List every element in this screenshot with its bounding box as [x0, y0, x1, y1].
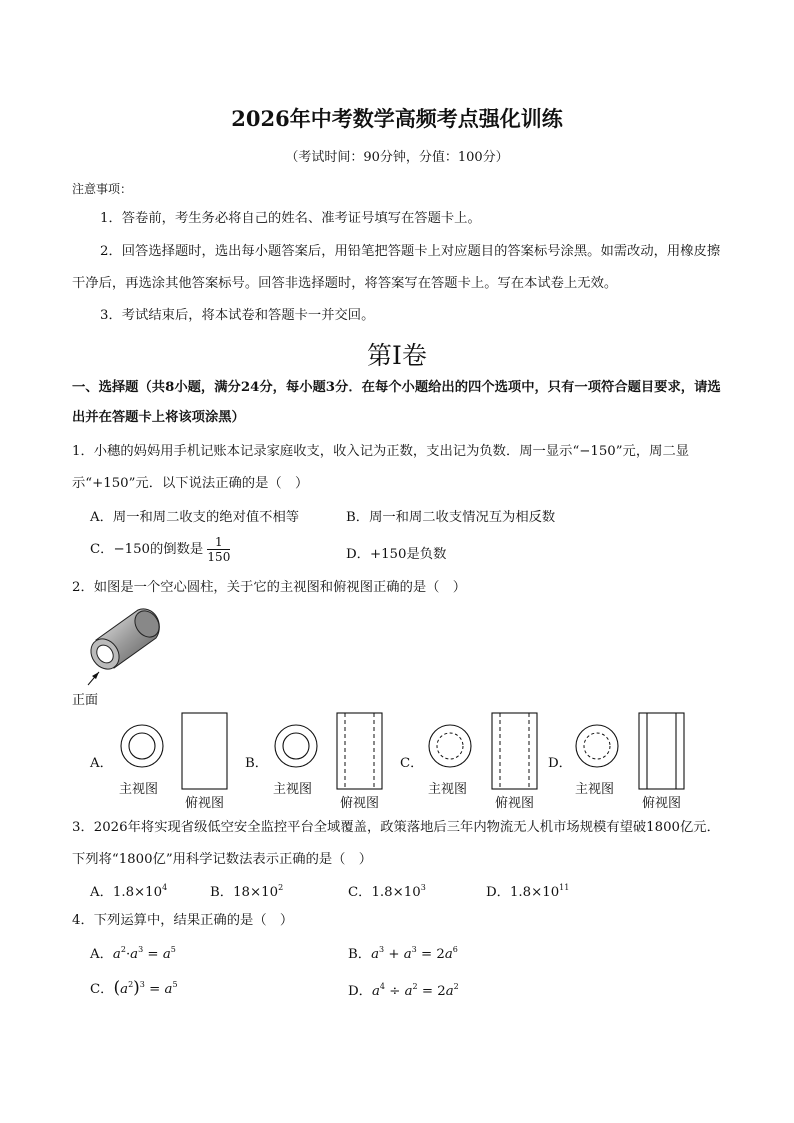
question-2-option-d-letter: D． — [548, 756, 572, 771]
option-d-top-view — [637, 712, 687, 792]
option-c-letter: C． — [90, 982, 114, 997]
question-1-stem: 1．小穗的妈妈用手机记账本记录家庭收支，收入记为正数，支出记为负数．周一显示“−150”元，周二显示“+150”元．以下说法正确的是（ ） — [72, 444, 690, 491]
section-title: 第Ⅰ卷 — [367, 341, 427, 370]
question-1-option-b: B．周一和周二收支情况互为相反数 — [346, 510, 556, 525]
question-2-option-a-letter: A． — [90, 756, 113, 771]
option-c-base: C．1.8×10 — [348, 885, 421, 900]
option-c-text: C．−150的倒数是 — [90, 542, 204, 557]
option-b-top-view-label: 俯视图 — [340, 796, 380, 811]
option-c-main-view — [426, 722, 474, 770]
question-1-option-c — [90, 535, 230, 564]
option-a-main-view — [118, 722, 166, 770]
front-label: 正面 — [72, 693, 99, 708]
option-b-main-view-label: 主视图 — [273, 782, 313, 797]
option-b-base: B．18×10 — [210, 885, 279, 900]
option-d-main-view — [573, 722, 621, 770]
option-a-exponent: 4 — [162, 883, 168, 892]
option-d-top-view-label: 俯视图 — [642, 796, 682, 811]
option-c-exponent: 3 — [420, 883, 426, 892]
option-a-base: A．1.8×10 — [90, 885, 163, 900]
question-4-option-b: B．$a^3 + a^3 = 2a^6$ — [348, 945, 458, 962]
question-2-stem: 2．如图是一个空心圆柱，关于它的主视图和俯视图正确的是（ ） — [72, 580, 467, 595]
page-title: 2026年中考数学高频考点强化训练 — [231, 106, 563, 131]
fraction-denominator: 150 — [207, 550, 231, 564]
option-a-letter: A． — [90, 947, 113, 962]
fraction-numerator: 1 — [207, 535, 230, 550]
option-c-top-view — [490, 712, 540, 792]
question-3-option-c — [348, 881, 426, 900]
question-1-option-d: D．+150是负数 — [346, 547, 447, 562]
option-b-letter: B． — [348, 947, 372, 962]
question-4-stem: 4．下列运算中，结果正确的是（ ） — [72, 913, 294, 928]
option-c-top-view-label: 俯视图 — [495, 796, 535, 811]
option-a-top-view-label: 俯视图 — [185, 796, 225, 811]
option-d-letter: D． — [348, 984, 372, 999]
question-3-option-b — [210, 881, 283, 900]
question-3-option-d — [486, 881, 569, 900]
option-c-main-view-label: 主视图 — [428, 782, 468, 797]
question-2-option-b-letter: B． — [245, 756, 269, 771]
option-d-base: D．1.8×10 — [486, 885, 560, 900]
option-b-main-view — [272, 722, 320, 770]
section-instruction: 一、选择题（共8小题，满分24分，每小题3分．在每个小题给出的四个选项中，只有一项符合题目要求，请选出并在答题卡上将该项涂黑） — [72, 380, 721, 425]
fraction — [207, 535, 230, 564]
option-d-exponent: 11 — [559, 883, 570, 892]
option-b-top-view — [335, 712, 385, 792]
option-d-main-view-label: 主视图 — [575, 782, 615, 797]
option-a-main-view-label: 主视图 — [119, 782, 159, 797]
option-b-exponent: 2 — [278, 883, 284, 892]
notice-item-2: 2．回答选择题时，选出每小题答案后，用铅笔把答题卡上对应题目的答案标号涂黑。如需改动，用橡皮擦干净后，再选涂其他答案标号。回答非选择题时，将答案写在答题卡上。写在本试卷上无效。 — [72, 244, 721, 291]
question-4-option-c: C．$(a^2)^3 = a^5$ — [90, 978, 178, 998]
question-2-option-c-letter: C． — [400, 756, 424, 771]
notice-heading: 注意事项： — [72, 182, 133, 196]
question-1-option-a: A．周一和周二收支的绝对值不相等 — [90, 510, 300, 525]
question-3-stem: 3．2026年将实现省级低空安全监控平台全域覆盖，政策落地后三年内物流无人机市场规模有望破1800亿元．下列将“1800亿”用科学记数法表示正确的是（ ） — [72, 820, 720, 867]
question-3-option-a — [90, 881, 167, 900]
option-a-top-view — [180, 712, 230, 792]
question-4-option-d: D．$a^4 \div a^2 = 2a^2$ — [348, 982, 459, 999]
notice-item-1: 1．答卷前，考生务必将自己的姓名、准考证号填写在答题卡上。 — [100, 211, 481, 226]
exam-info: （考试时间：90分钟，分值：100分） — [285, 150, 509, 165]
notice-item-3: 3．考试结束后，将本试卷和答题卡一并交回。 — [100, 308, 375, 323]
question-4-option-a: A．$a^2\cdot a^3 = a^5$ — [90, 945, 176, 962]
